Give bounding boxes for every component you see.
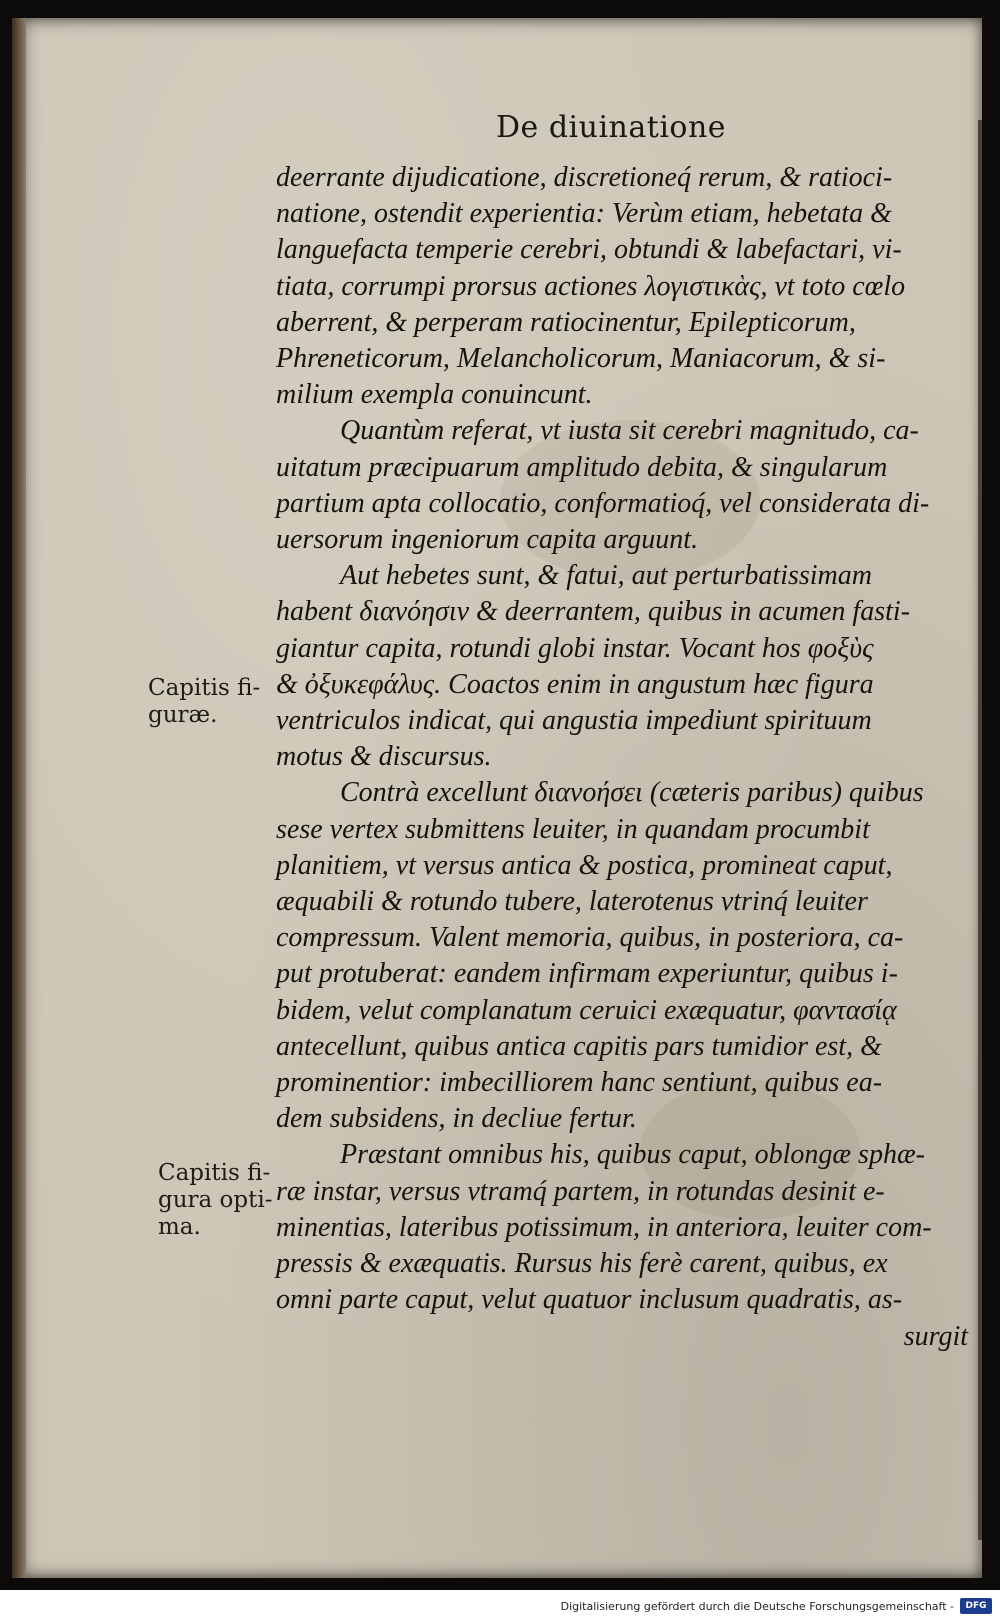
dfg-logo[interactable]: DFG (960, 1598, 992, 1614)
digitization-footer (0, 1596, 1000, 1618)
text-line: giantur capita, rotundi globi instar. Vocant hos φοξὺς (276, 632, 874, 664)
text-line: sese vertex submittens leuiter, in quandam procumbit (276, 813, 870, 845)
text-line: partium apta collocatio, conformatioq́, vel considerata di- (276, 487, 930, 519)
text-line: æquabili & rotundo tubere, laterotenus vtrinq́ leuiter (276, 886, 868, 918)
text-line: antecellunt, quibus antica capitis pars tumidior est, & (276, 1030, 882, 1062)
text-line: prominentior: imbecilliorem hanc sentiunt, quibus ea- (276, 1067, 883, 1099)
text-line: languefacta temperie cerebri, obtundi & labefactari, vi- (276, 234, 902, 266)
marginal-note (148, 675, 260, 729)
text-line: dem subsidens, in decliue fertur. (276, 1103, 637, 1135)
marginal-note-line: gura opti- (158, 1187, 273, 1213)
text-line: minentias, lateribus potissimum, in anteriora, leuiter com- (276, 1211, 932, 1243)
text-line: tiata, corrumpi prorsus actiones λογιστικὰς, vt toto cœlo (276, 270, 906, 302)
text-line: ræ instar, versus vtramq́ partem, in rotundas desinit e- (276, 1175, 885, 1207)
text-line: planitiem, vt versus antica & postica, promineat caput, (276, 849, 893, 881)
text-line: Contrà excellunt διανοήσει (cæteris paribus) quibus (340, 777, 924, 809)
text-line: milium exempla conuincunt. (276, 379, 593, 411)
page-gutter (12, 18, 26, 1578)
text-line: deerrante dijudicatione, discretioneq́ rerum, & ratioci- (276, 162, 893, 193)
text-line: ventriculos indicat, qui angustia impediunt spirituum (276, 705, 872, 737)
marginal-note-line: guræ. (148, 702, 218, 728)
text-line: Præstant omnibus his, quibus caput, oblongæ sphæ- (340, 1139, 925, 1171)
text-line: motus & discursus. (276, 741, 492, 773)
text-line: Quantùm referat, vt iusta sit cerebri magnitudo, ca- (340, 415, 919, 447)
text-line: pressis & exæquatis. Rursus his ferè carent, quibus, ex (276, 1248, 888, 1280)
body-text (276, 160, 976, 1355)
text-line: omni parte caput, velut quatuor inclusum quadratis, as- (276, 1284, 903, 1316)
text-line: Aut hebetes sunt, & fatui, aut perturbatissimam (340, 560, 872, 592)
text-line: & ὀξυκεφάλυς. Coactos enim in angustum hæc figura (276, 668, 874, 700)
marginal-note-line: Capitis fi- (148, 675, 261, 701)
text-line: put protuberat: eandem infirmam experiuntur, quibus i- (276, 958, 898, 990)
text-line: aberrent, & perperam ratiocinentur, Epilepticorum, (276, 306, 856, 338)
page-right-edge (978, 120, 982, 1540)
marginal-note (158, 1160, 273, 1241)
marginal-note-line: Capitis fi- (158, 1160, 271, 1186)
catchword: surgit (903, 1320, 968, 1352)
marginal-note-line: ma. (158, 1214, 201, 1240)
text-line: bidem, velut complanatum ceruici exæquatur, φαντασίᾳ (276, 994, 897, 1026)
running-head: De diuinatione (496, 110, 727, 145)
text-line: compressum. Valent memoria, quibus, in posteriora, ca- (276, 922, 904, 954)
text-line: habent διανόησιν & deerrantem, quibus in acumen fasti- (276, 596, 910, 628)
text-line: Phreneticorum, Melancholicorum, Maniacorum, & si- (276, 343, 886, 375)
text-line: natione, ostendit experientia: Verùm etiam, hebetata & (276, 198, 892, 230)
text-line: uersorum ingeniorum capita arguunt. (276, 524, 699, 556)
funding-notice: Digitalisierung gefördert durch die Deutsche Forschungsgemeinschaft - (560, 1600, 954, 1613)
text-line: uitatum præcipuarum amplitudo debita, & singularum (276, 451, 888, 483)
